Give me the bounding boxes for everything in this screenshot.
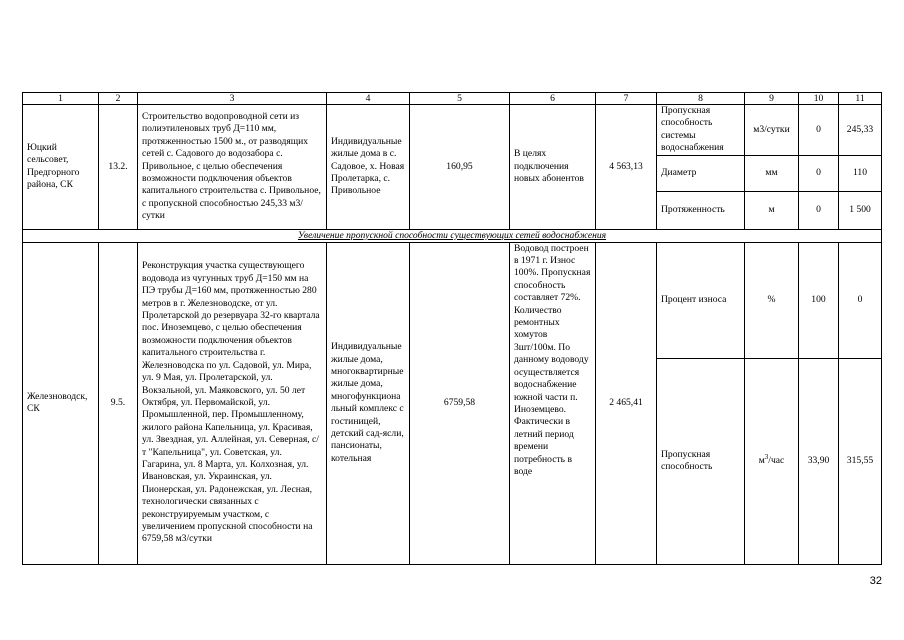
item-number-cell: 9.5. — [99, 242, 138, 564]
column-number: 3 — [138, 93, 327, 105]
purpose-cell: Водовод построен в 1971 г. Износ 100%. Пропускная способность составляет 72%. Количество ремонтных хомутов 3шт/100м. По данному водоводу осуществляется водоснабжение южной части п. Иноземцево. Фактически в летний период времени потребность в воде — [510, 242, 596, 564]
after-value-cell: 110 — [839, 155, 882, 191]
unit-cell: м3/сутки — [745, 105, 799, 156]
purpose-cell: В целях подключения новых абонентов — [510, 105, 596, 230]
infrastructure-table — [22, 92, 882, 565]
unit-base: м — [758, 454, 765, 466]
page-number: 32 — [869, 575, 882, 587]
unit-cell: м — [745, 191, 799, 229]
column-number: 1 — [23, 93, 99, 105]
table-row — [23, 105, 882, 156]
value-cell: 160,95 — [410, 105, 510, 230]
after-value-cell: 315,55 — [839, 358, 882, 564]
item-number-cell: 13.2. — [99, 105, 138, 230]
consumers-cell: Индивидуальные жилые дома, многоквартирные жилые дома, многофункциональный комплекс с гостиницей, детский сад-ясли, пансионаты, котельная — [327, 242, 410, 564]
value-cell: 6759,58 — [410, 242, 510, 564]
before-value-cell: 0 — [799, 105, 839, 156]
section-title: Увеличение пропускной способности существующих сетей водоснабжения — [23, 229, 882, 242]
before-value-cell: 33,90 — [799, 358, 839, 564]
unit-cell: мм — [745, 155, 799, 191]
after-value-cell: 0 — [839, 242, 882, 358]
unit-cell: % — [745, 242, 799, 358]
unit-suffix: /час — [768, 454, 785, 466]
consumers-cell: Индивидуальные жилые дома в с. Садовое, х. Новая Пролетарка, с. Привольное — [327, 105, 410, 230]
after-value-cell: 245,33 — [839, 105, 882, 156]
column-number: 6 — [510, 93, 596, 105]
column-number: 7 — [596, 93, 657, 105]
table-row — [23, 242, 882, 358]
parameter-name-cell: Протяженность — [657, 191, 745, 229]
column-number: 5 — [410, 93, 510, 105]
location-cell: Юцкий сельсовет, Предгорного района, СК — [23, 105, 99, 230]
parameter-name-cell: Пропускная способность системы водоснабжения — [657, 105, 745, 156]
before-value-cell: 100 — [799, 242, 839, 358]
after-value-cell: 1 500 — [839, 191, 882, 229]
cost-cell: 4 563,13 — [596, 105, 657, 230]
parameter-name-cell: Диаметр — [657, 155, 745, 191]
unit-superscript: 3 — [764, 452, 769, 461]
column-number: 9 — [745, 93, 799, 105]
description-cell: Строительство водопроводной сети из полиэтиленовых труб Д=110 мм, протяженностью 1500 м., от разводящих сетей с. Садового до водозабора с. Привольное, с целью обеспечения возможности подключения объектов капитального строительства с. Привольное, с пропускной способностью 245,33 м3/сутки — [138, 105, 327, 230]
location-cell: Железноводск, СК — [23, 242, 99, 564]
column-number: 8 — [657, 93, 745, 105]
column-number-row — [23, 93, 882, 105]
parameter-name-cell: Процент износа — [657, 242, 745, 358]
column-number: 10 — [799, 93, 839, 105]
unit-cell — [745, 358, 799, 564]
cost-cell: 2 465,41 — [596, 242, 657, 564]
before-value-cell: 0 — [799, 191, 839, 229]
section-header-row — [23, 229, 882, 242]
column-number: 11 — [839, 93, 882, 105]
parameter-name-cell: Пропускная способность — [657, 358, 745, 564]
before-value-cell: 0 — [799, 155, 839, 191]
column-number: 2 — [99, 93, 138, 105]
column-number: 4 — [327, 93, 410, 105]
description-cell: Реконструкция участка существующего водовода из чугунных труб Д=150 мм на ПЭ трубы Д=160 мм, протяженностью 280 метров в г. Железноводске, от ул. Пролетарской до резервуара 32-го квартала пос. Иноземцево, с целью обеспечения возможности подключения объектов капитального строительства г. Железноводска по ул. Садовой, ул. Мира, ул. 9 Мая, ул. Пролетарской, ул. Вокзальной, ул. Маяковского, ул. 50 лет Октября, ул. Первомайской, ул. Промышленной, пер. Промышленному, жилого района Капельница, ул. Красивая, ул. Звездная, ул. Аллейная, ул. Северная, с/т "Капельница", ул. Советская, ул. Гагарина, ул. 8 Марта, ул. Колхозная, ул. Ивановская, ул. Украинская, ул. Пионерская, ул. Радонежская, ул. Лесная, технологически связанных с реконструируемым участком, с увеличением пропускной способности на 6759,58 м3/сутки — [138, 242, 327, 564]
